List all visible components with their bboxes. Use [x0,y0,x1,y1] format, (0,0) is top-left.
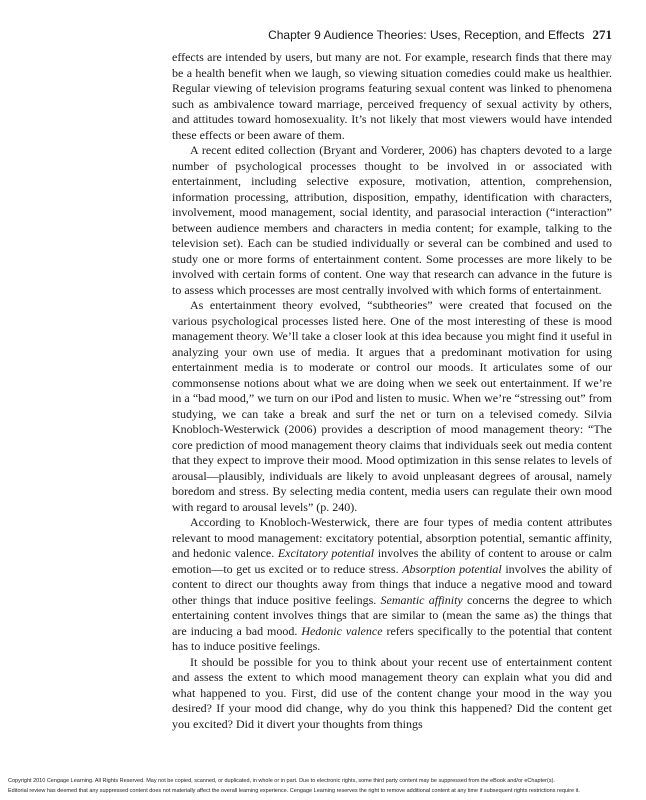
running-title: Chapter 9 Audience Theories: Uses, Reception, and Effects [268,28,585,42]
paragraph-2: A recent edited collection (Bryant and Vorderer, 2006) has chapters devoted to a large number of psychological processes thought to be involved in or associated with entertainment, including selective exposure, motivation, attention, comprehension, information processing, attribution, disposition, empathy, identification with characters, involvement, mood management, social identity, and parasocial interaction (“interaction” between audience members and characters in media content; for example, talking to the television set). Each can be studied individually or several can be combined and used to study one or more forms of entertainment content. Some processes are more likely to be involved with certain forms of content. One way that research can advance in the future is to assess which processes are most centrally involved with which forms of entertainment. [172,143,612,297]
paragraph-3: As entertainment theory evolved, “subtheories” were created that focused on the various psychological processes listed here. One of the most interesting of these is mood management theory. We’ll take a closer look at this idea because you might find it useful in analyzing your own use of media. It argues that a predominant motivation for using entertainment media is to moderate or control our moods. It articulates some of our commonsense notions about what we are doing when we seek out entertainment. If we’re in a “bad mood,” we turn on our iPod and listen to music. When we’re “stressing out” from studying, we can take a break and surf the net or turn on a televised comedy. Silvia Knobloch-Westerwick (2006) provides a description of mood management theory: “The core prediction of mood management theory claims that individuals seek out media content that they expect to improve their mood. Mood optimization in this sense relates to levels of arousal—plausibly, individuals are likely to avoid unpleasant degrees of arousal, namely boredom and stress. By selecting media content, media users can regulate their own mood with regard to arousal levels” (p. 240). [172,298,612,514]
term-absorption-potential: Absorption potential [402,561,502,576]
paragraph-4-text: involves the ability of content to direct our thoughts away from things that induce a negative mood and toward other things that induce positive feelings. [172,561,613,607]
paragraph-5: It should be possible for you to think about your recent use of entertainment content and assess the extent to which mood management theory can explain what you did and what happened to you. First, did use of the content change your mood in the way you desired? If your mood did change, why do you think this happened? Did the content get you excited? Did it divert your thoughts from things [172,654,612,731]
editorial-notice: Editorial review has deemed that any suppressed content does not materially affect the overall learning experience. Cengage Learning reserves the right to remove additional content at any time if subsequent rights restrictions require it. [8,788,580,794]
paragraph-4-text: concerns the degree to which entertaining content involves things that are similar to (mean the same as) the things that are inducing a bad mood. [172,592,612,638]
paragraph-4 [172,515,612,655]
body-text [172,50,612,732]
term-excitatory-potential: Excitatory potential [277,546,375,560]
term-hedonic-valence: Hedonic valence [301,623,383,638]
copyright-notice: Copyright 2010 Cengage Learning. All Rights Reserved. May not be copied, scanned, or duplicated, in whole or in part. Due to electronic rights, some third party content may be suppressed from the eBook and/or eChapter(s). [8,778,555,784]
page-number: 271 [592,27,612,42]
paragraph-4-text: involves the ability of content to arouse or calm emotion—to get us excited or to reduce stress. [172,546,612,576]
running-header [0,27,612,43]
paragraph-4-text: According to Knobloch-Westerwick, there are four types of media content attributes relevant to mood management: excitatory potential, absorption potential, semantic affinity, and hedonic valence. [172,515,612,560]
term-semantic-affinity: Semantic affinity [380,592,463,607]
paragraph-1: effects are intended by users, but many are not. For example, research finds that there may be a health benefit when we laugh, so viewing situation comedies could make us healthier. Regular viewing of television programs featuring sexual content was linked to phenomena such as ambivalence toward marriage, perceived frequency of sexual activity by others, and attitudes toward homosexuality. It’s not likely that most viewers would have intended these effects or been aware of them. [172,50,612,142]
paragraph-4-text: refers specifically to the potential that content has to induce positive feelings. [172,623,612,653]
